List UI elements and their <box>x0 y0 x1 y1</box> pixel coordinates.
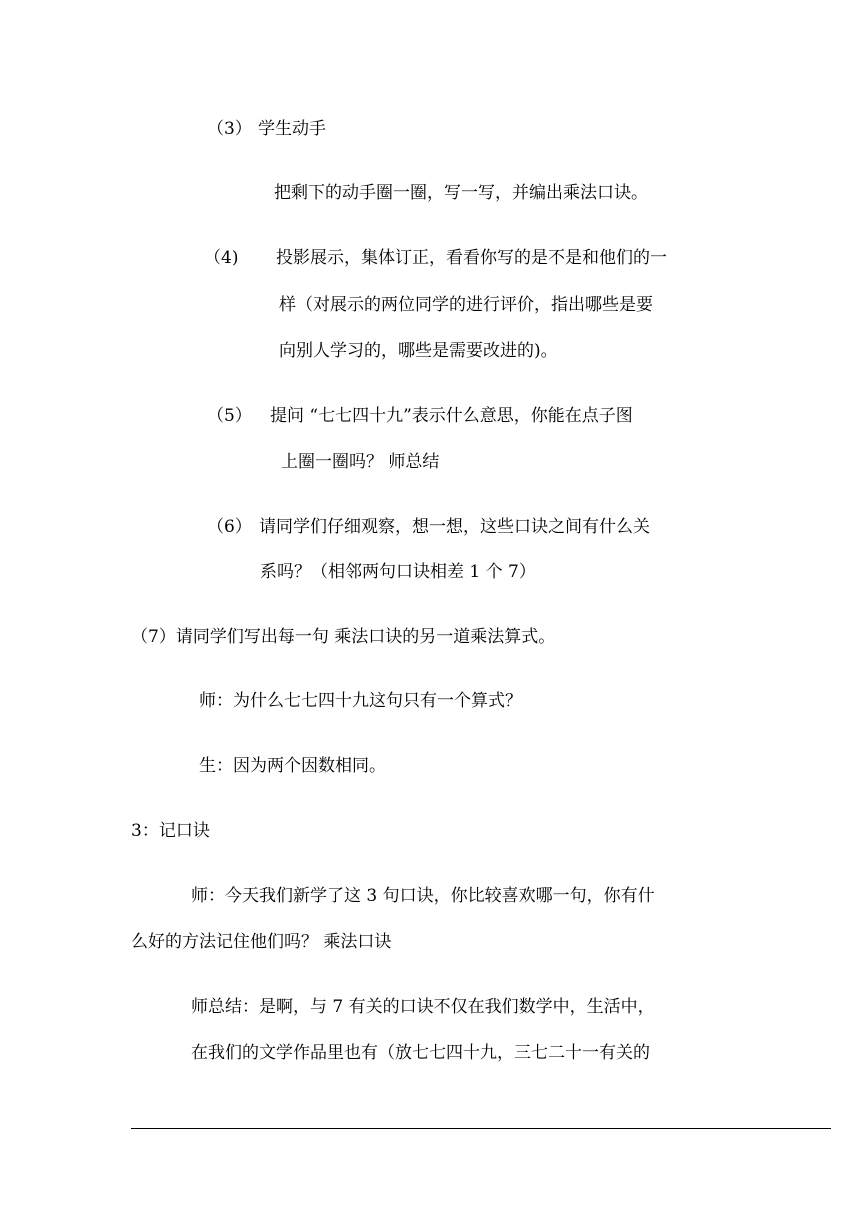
teacher-summary-line-2: 在我们的文学作品里也有（放七七四十九，三七二十一有关的 <box>191 1043 650 1063</box>
item-3-detail: 把剩下的动手圈一圈，写一写，并编出乘法口诀。 <box>274 183 648 203</box>
item-4-line-2: 样（对展示的两位同学的进行评价，指出哪些是要 <box>279 295 653 315</box>
item-3-number: （3） <box>207 119 252 139</box>
student-answer: 生：因为两个因数相同。 <box>199 756 386 776</box>
item-5-number: （5） <box>207 406 252 426</box>
item-4-line-3: 向别人学习的，哪些是需要改进的)。 <box>279 341 558 361</box>
item-7-text: （7）请同学们写出每一句 乘法口诀的另一道乘法算式。 <box>131 627 556 647</box>
item-4-line-1: 投影展示，集体订正，看看你写的是不是和他们的一 <box>276 248 667 268</box>
item-6-line-2: 系吗？（相邻两句口诀相差 1 个 7） <box>260 562 536 582</box>
item-6-line-1: 请同学们仔细观察，想一想，这些口诀之间有什么关 <box>259 517 650 537</box>
item-3-title: 学生动手 <box>258 119 326 139</box>
teacher-summary-line-1: 师总结：是啊，与 7 有关的口诀不仅在我们数学中，生活中， <box>191 997 655 1017</box>
teacher-question: 师：为什么七七四十九这句只有一个算式？ <box>199 691 522 711</box>
item-5-line-1: 提问 “七七四十九”表示什么意思，你能在点子图 <box>270 406 633 426</box>
page-bottom-rule <box>131 1128 831 1129</box>
item-6-number: （6） <box>207 517 252 537</box>
item-4-number: （4) <box>204 248 239 268</box>
teacher-prompt-line-1: 师：今天我们新学了这 3 句口诀，你比较喜欢哪一句，你有什 <box>191 886 655 906</box>
item-5-line-2: 上圈一圈吗？ 师总结 <box>281 452 440 472</box>
section-heading: 3：记口诀 <box>131 821 210 841</box>
teacher-prompt-line-2: 么好的方法记住他们吗？ 乘法口诀 <box>131 932 392 952</box>
